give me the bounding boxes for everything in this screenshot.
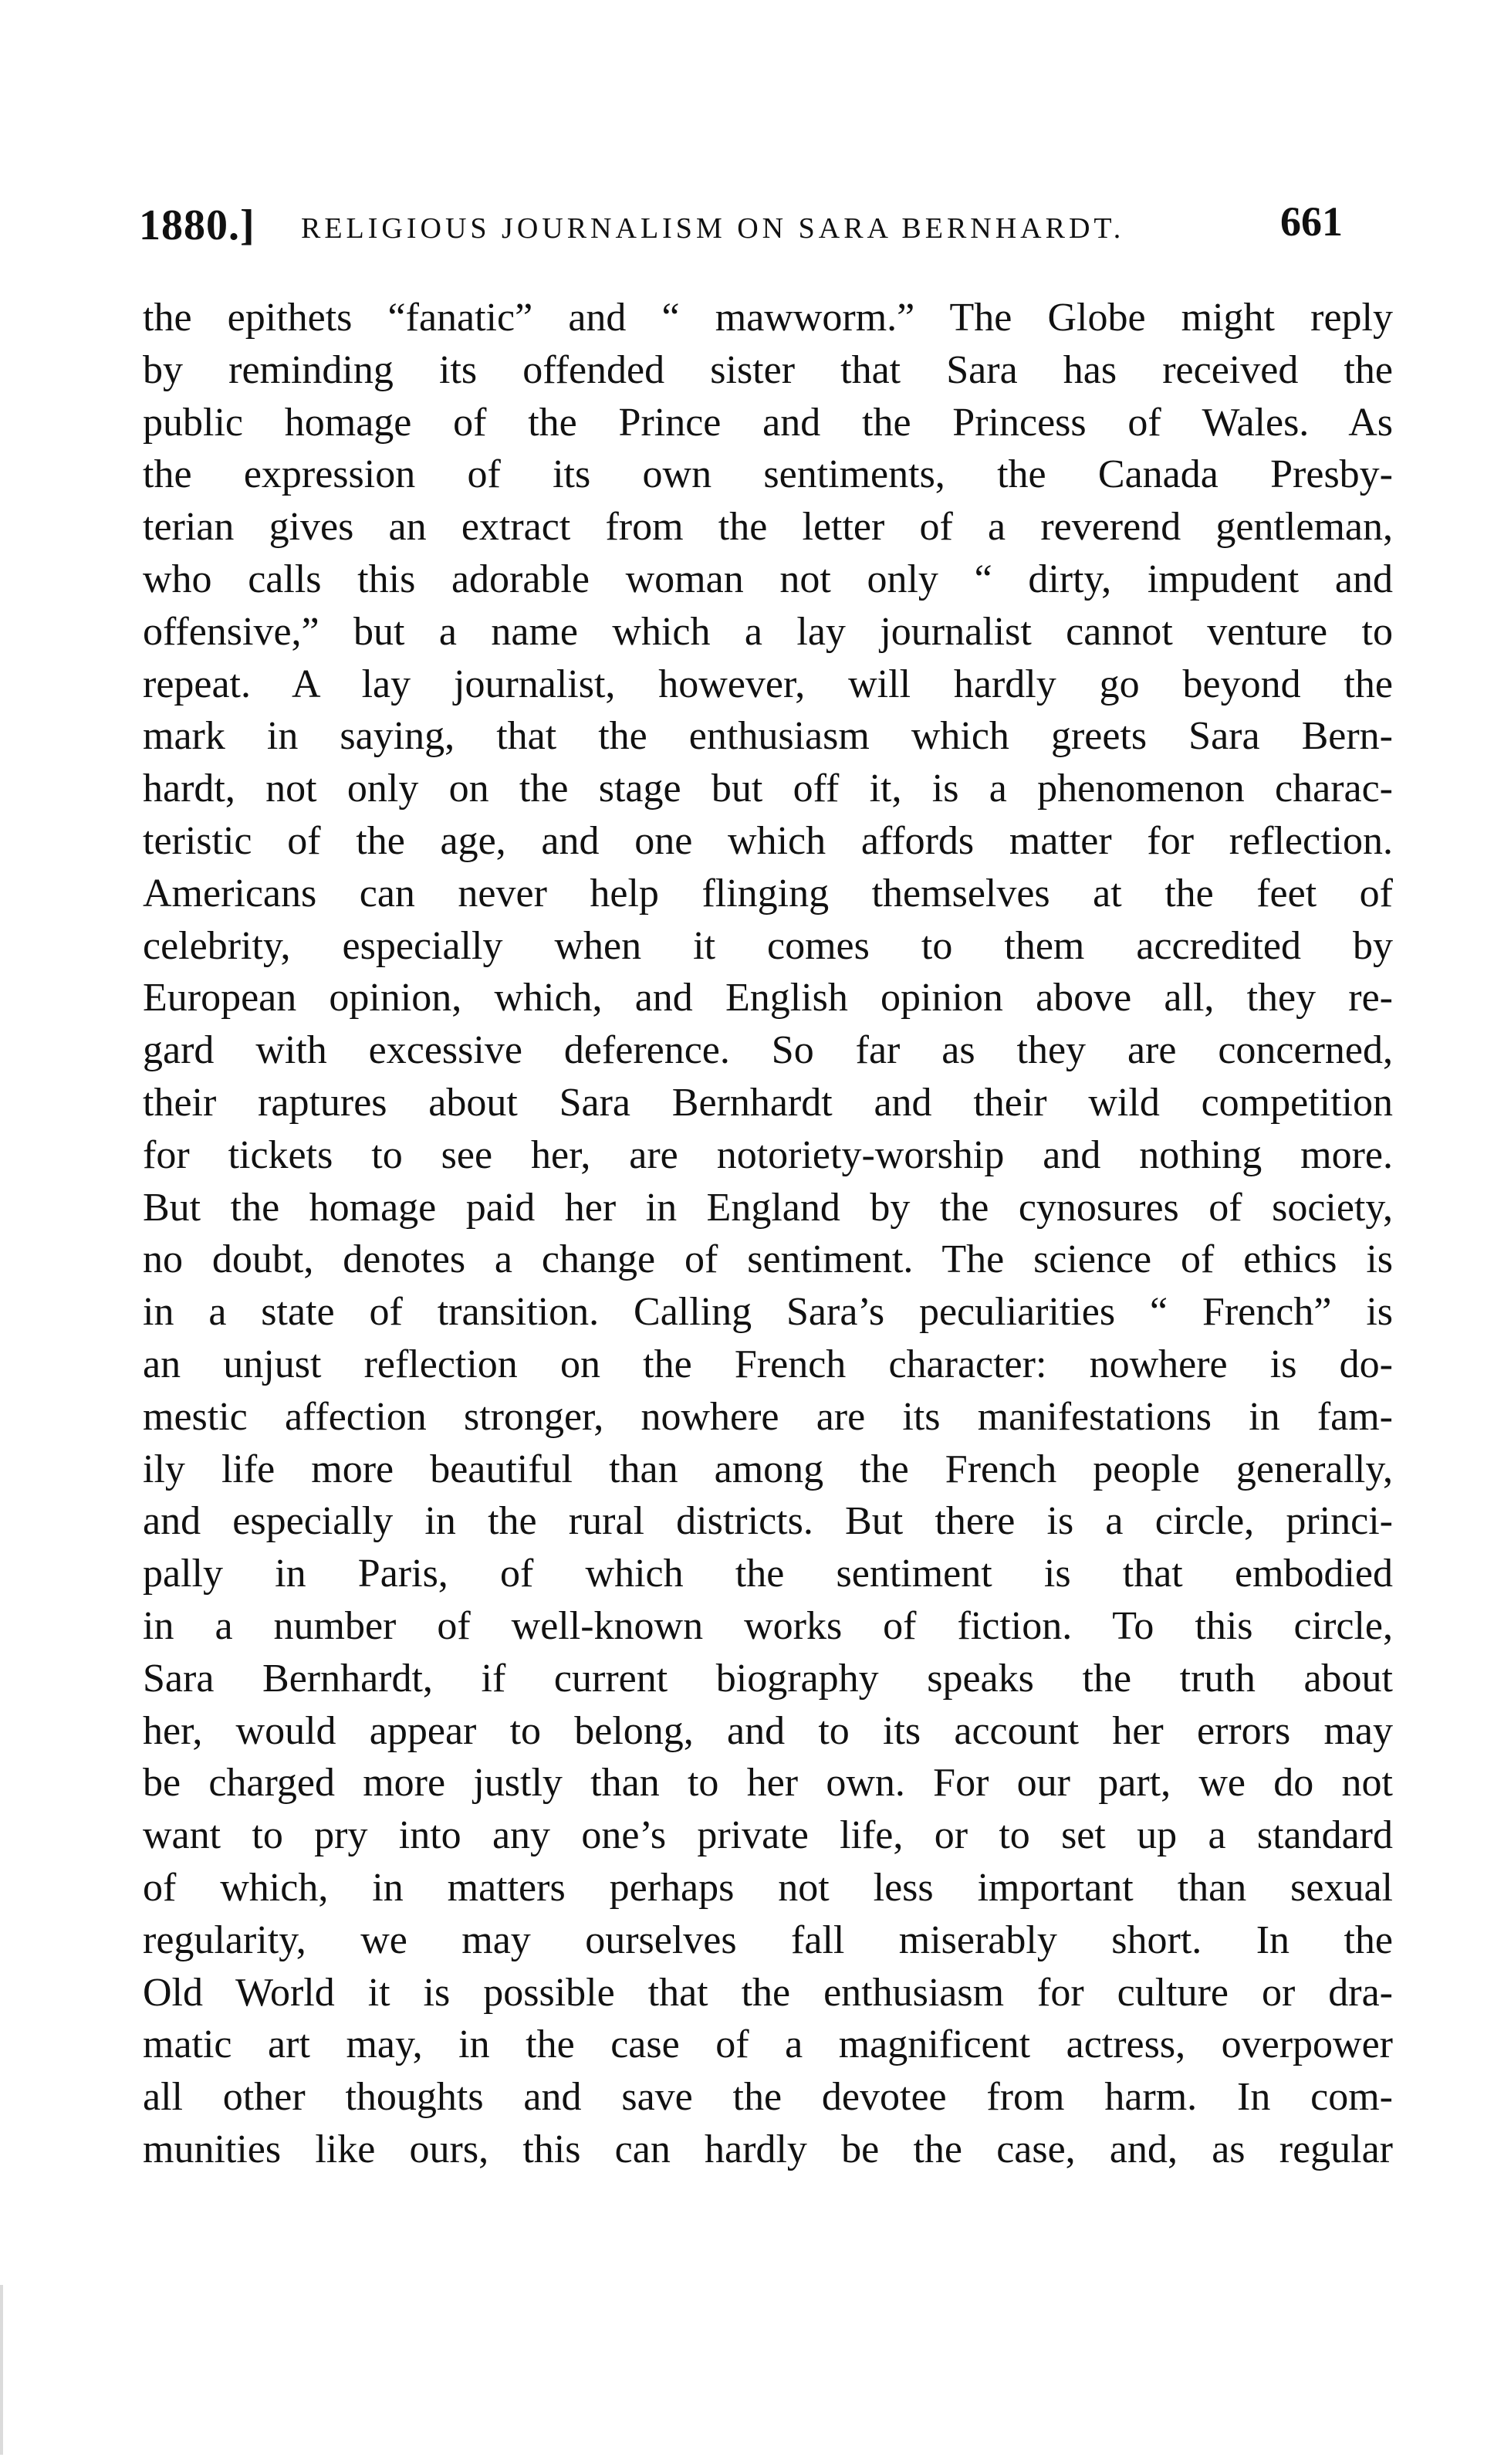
text-line: matic art may, in the case of a magnificent actress, overpower bbox=[143, 2022, 1393, 2067]
running-header bbox=[139, 193, 1343, 262]
text-line: terian gives an extract from the letter of a reverend gentleman, bbox=[143, 505, 1393, 550]
text-line: and especially in the rural districts. But there is a circle, princi- bbox=[143, 1499, 1393, 1544]
text-line: European opinion, which, and English opinion above all, they re- bbox=[143, 976, 1393, 1020]
text-line: gard with excessive deference. So far as they are concerned, bbox=[143, 1028, 1393, 1073]
text-line: hardt, not only on the stage but off it, is a phenomenon charac- bbox=[143, 767, 1393, 811]
text-line: be charged more justly than to her own. For our part, we do not bbox=[143, 1761, 1393, 1806]
header-year: 1880.] bbox=[139, 201, 255, 249]
text-line: no doubt, denotes a change of sentiment. The science of ethics is bbox=[143, 1237, 1393, 1282]
text-line: by reminding its offended sister that Sara has received the bbox=[143, 347, 1393, 392]
text-line: regularity, we may ourselves fall miserably short. In the bbox=[143, 1917, 1393, 1962]
text-line: Americans can never help flinging themselves at the feet of bbox=[143, 871, 1393, 916]
text-line: Old World it is possible that the enthusiasm for culture or dra- bbox=[143, 1970, 1393, 2015]
text-line: mark in saying, that the enthusiasm which greets Sara Bern- bbox=[143, 714, 1393, 759]
text-line: celebrity, especially when it comes to them accredited by bbox=[143, 923, 1393, 968]
text-line: want to pry into any one’s private life, or to set up a standard bbox=[143, 1813, 1393, 1858]
text-line: teristic of the age, and one which affords matter for reflection. bbox=[143, 818, 1393, 863]
text-line: of which, in matters perhaps not less important than sexual bbox=[143, 1865, 1393, 1910]
text-line: pally in Paris, of which the sentiment is that embodied bbox=[143, 1552, 1393, 1596]
text-line: offensive,” but a name which a lay journalist cannot venture to bbox=[143, 609, 1393, 654]
text-line: public homage of the Prince and the Princess of Wales. As bbox=[143, 400, 1393, 445]
text-line: their raptures about Sara Bernhardt and their wild competition bbox=[143, 1080, 1393, 1125]
text-line: But the homage paid her in England by the cynosures of society, bbox=[143, 1185, 1393, 1230]
text-line: for tickets to see her, are notoriety-worship and nothing more. bbox=[143, 1132, 1393, 1177]
running-title: RELIGIOUS JOURNALISM ON SARA BERNHARDT. bbox=[301, 212, 1125, 245]
page-number: 661 bbox=[1280, 198, 1343, 245]
text-line: an unjust reflection on the French character: nowhere is do- bbox=[143, 1342, 1393, 1386]
text-line: mestic affection stronger, nowhere are its manifestations in fam- bbox=[143, 1394, 1393, 1439]
text-line: who calls this adorable woman not only “ dirty, impudent and bbox=[143, 557, 1393, 601]
text-line: all other thoughts and save the devotee from harm. In com- bbox=[143, 2075, 1393, 2120]
page-edge-mark bbox=[0, 2285, 3, 2455]
text-line: ily life more beautiful than among the French people generally, bbox=[143, 1447, 1393, 1491]
text-line: in a state of transition. Calling Sara’s peculiarities “ French” is bbox=[143, 1290, 1393, 1335]
text-line: in a number of well-known works of fiction. To this circle, bbox=[143, 1603, 1393, 1648]
text-line: munities like ours, this can hardly be the case, and, as regular bbox=[143, 2127, 1393, 2171]
text-line: the expression of its own sentiments, the Canada Presby- bbox=[143, 452, 1393, 497]
text-line: Sara Bernhardt, if current biography speaks the truth about bbox=[143, 1656, 1393, 1701]
text-line: repeat. A lay journalist, however, will hardly go beyond the bbox=[143, 662, 1393, 706]
text-line: her, would appear to belong, and to its account her errors may bbox=[143, 1708, 1393, 1753]
text-line: the epithets “fanatic” and “ mawworm.” The Globe might reply bbox=[143, 296, 1393, 340]
body-paragraph bbox=[143, 292, 1393, 2176]
